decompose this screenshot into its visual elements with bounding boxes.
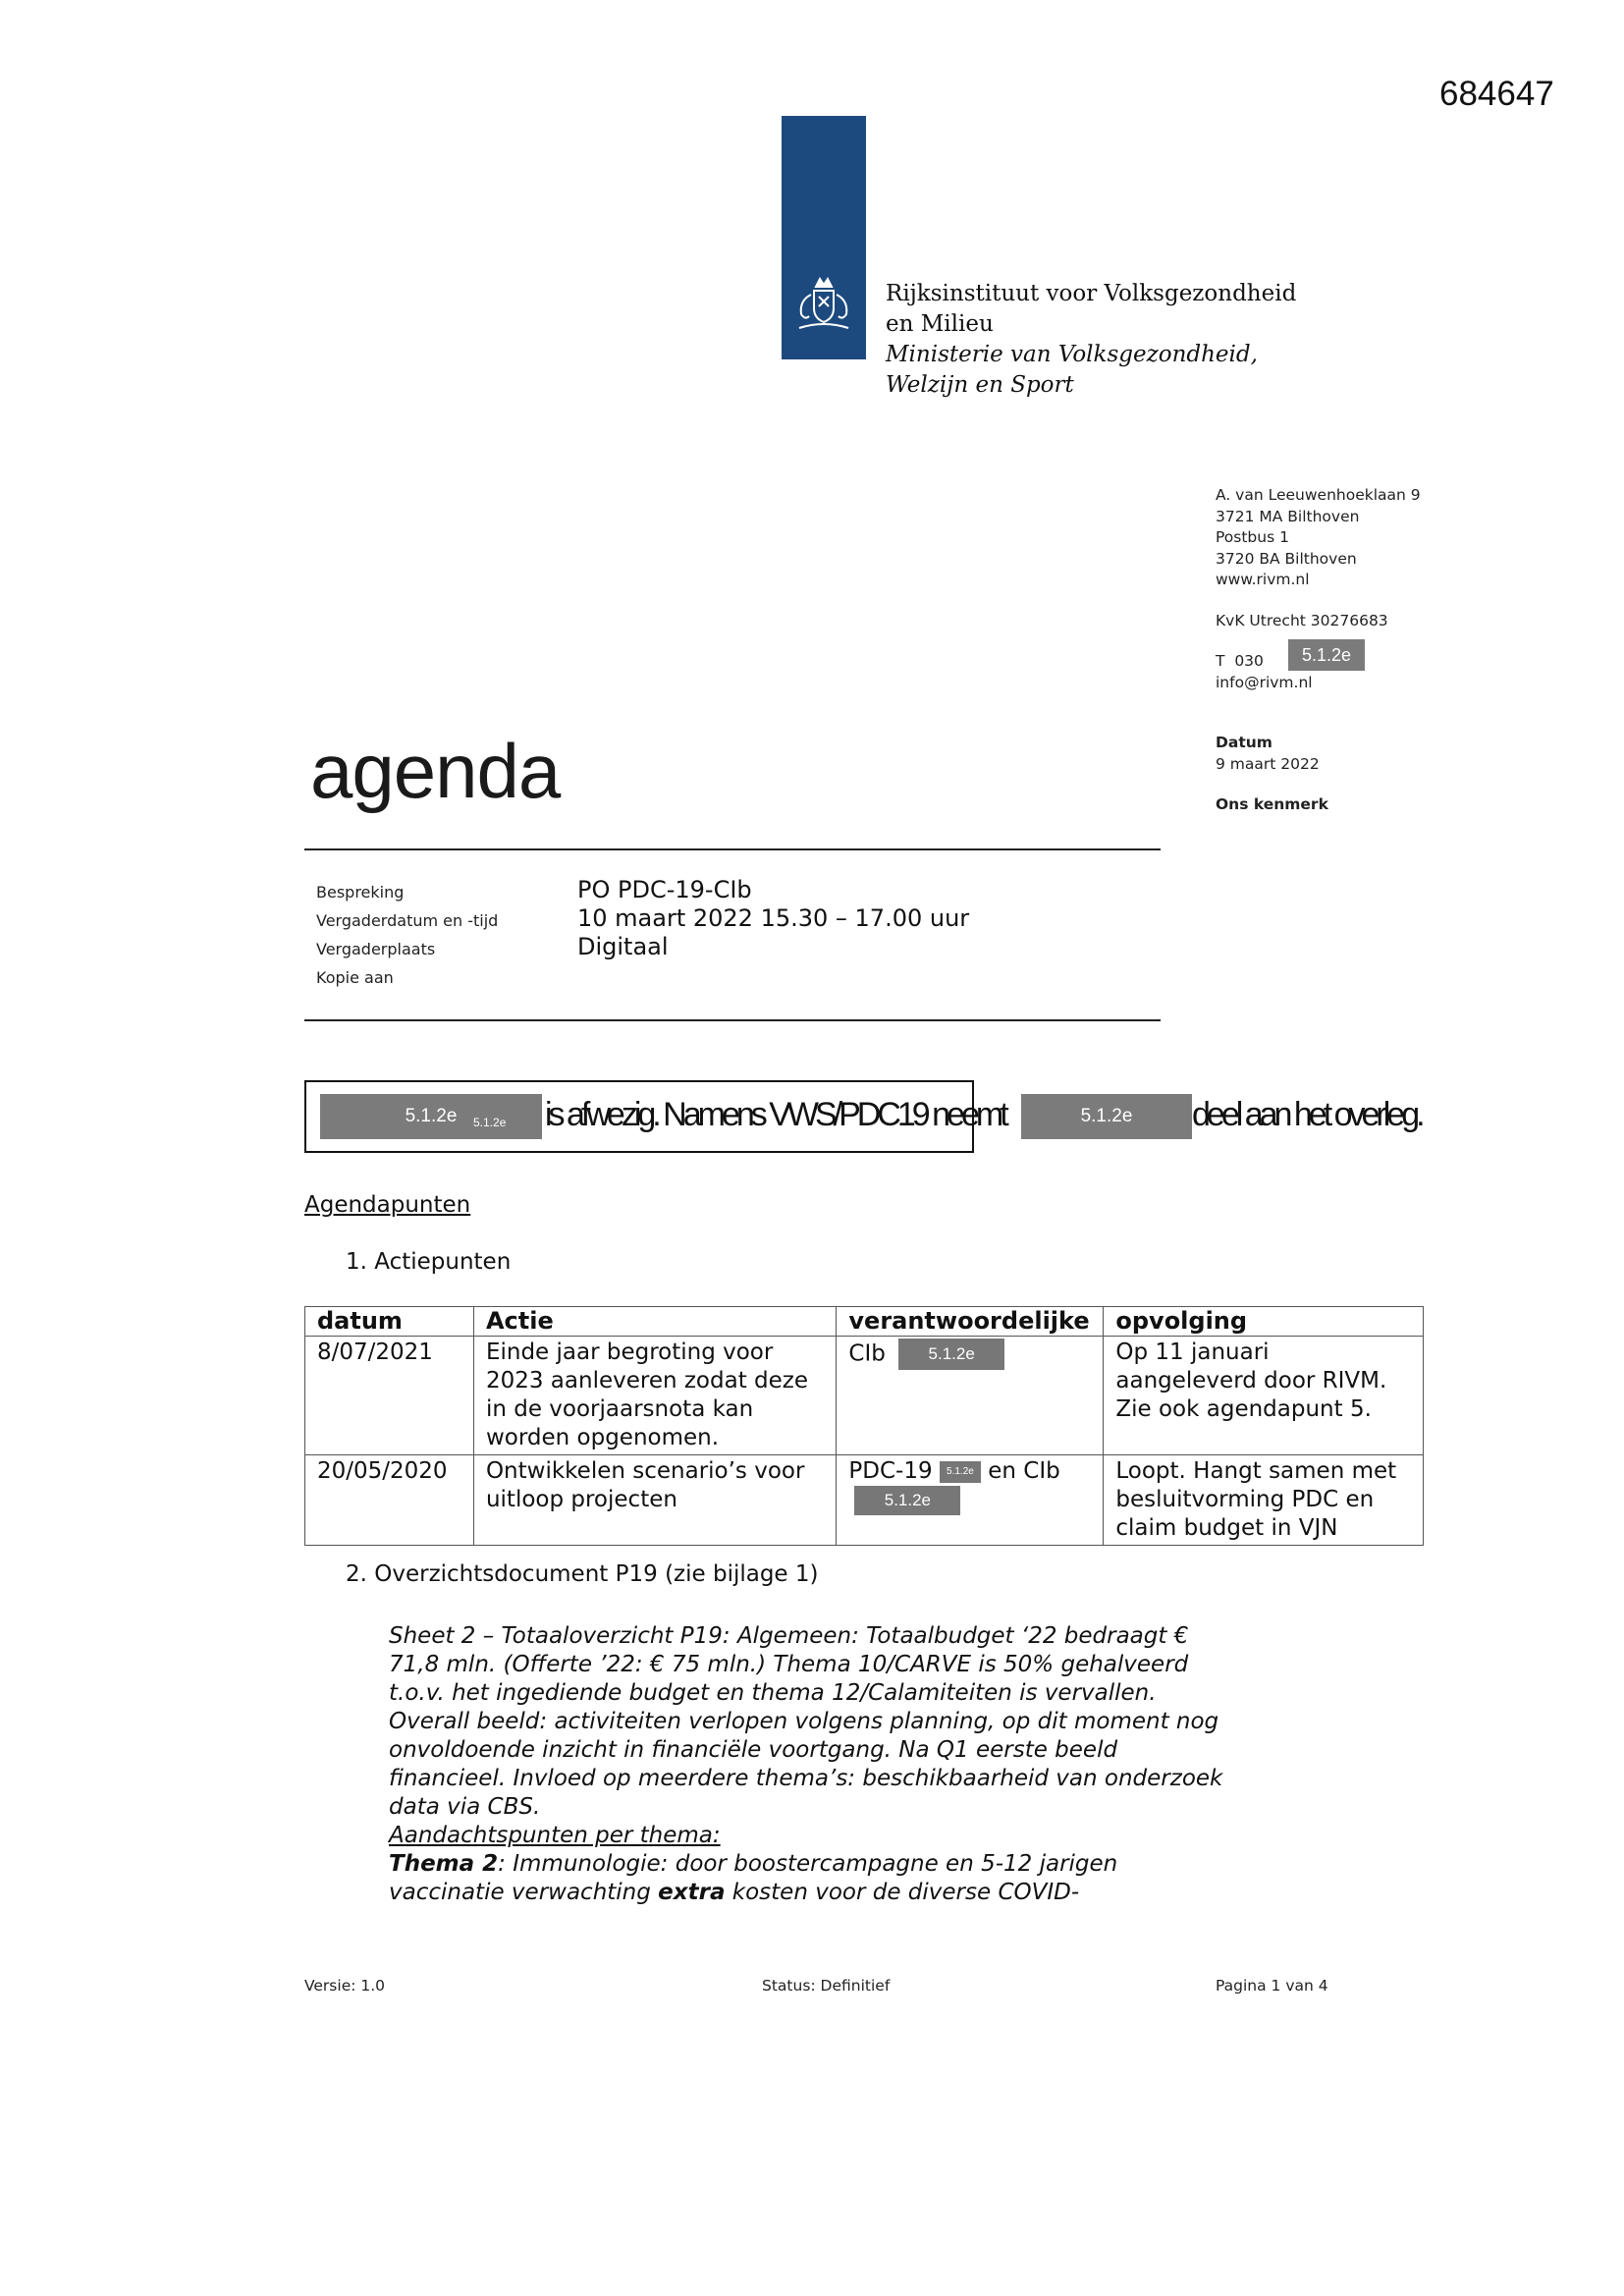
column-header: Actie: [473, 1307, 836, 1337]
cell-responsible: [837, 1455, 1104, 1546]
table-header-row: [305, 1307, 1424, 1337]
action-table: [304, 1306, 1424, 1546]
notice-text: is afwezig. Namens VWS/PDC19 neemt: [545, 1096, 1005, 1133]
cell-action: Ontwikkelen scenario’s voor uitloop projecten: [473, 1455, 836, 1546]
cell-action: Einde jaar begroting voor 2023 aanleveren zodat deze in de voorjaarsnota kan worden opgenomen.: [473, 1337, 836, 1455]
redaction-small: 5.1.2e: [940, 1461, 981, 1483]
phone-redaction: 5.1.2e: [1288, 639, 1365, 671]
divider: [304, 1019, 1161, 1021]
footer-version: Versie: 1.0: [304, 1977, 386, 1995]
meeting-label: Vergaderplaats: [316, 940, 436, 958]
email: info@rivm.nl: [1216, 673, 1313, 691]
cell-followup: Loopt. Hangt samen met besluitvorming PDC en claim budget in VJN: [1104, 1455, 1424, 1546]
meeting-value: Digitaal: [577, 933, 669, 960]
paragraph-text: Sheet 2 – Totaaloverzicht P19: Algemeen: Totaalbudget ‘22 bedraagt € 71,8 mln. (Offerte ’22: € 75 mln.) Thema 10/CARVE is 50% gehalveerd t.o.v. het ingediende budget en thema 12/Calamiteiten is vervallen. Overall beeld: activiteiten verlopen volgens planning, op dit moment nog onvoldoende inzicht in financiële voortgang. Na Q1 eerste beeld financieel. Invloed op meerdere thema’s: beschikbaarheid van onderzoek data via CBS.: [389, 1623, 1223, 1820]
sender-sidebar: [1216, 485, 1421, 816]
footer-status: Status: Definitief: [762, 1977, 891, 1995]
org-line-4: Welzijn en Sport: [886, 372, 1074, 398]
thema-bold: extra: [658, 1880, 726, 1905]
org-line-3: Ministerie van Volksgezondheid,: [886, 342, 1258, 367]
meeting-value: 10 maart 2022 15.30 – 17.00 uur: [577, 904, 970, 932]
table-row: [305, 1455, 1424, 1546]
divider: [304, 848, 1161, 850]
redaction-block: 5.1.2e: [1021, 1094, 1192, 1139]
column-header: opvolging: [1104, 1307, 1424, 1337]
column-header: verantwoordelijke: [837, 1307, 1104, 1337]
section-heading: Agendapunten: [304, 1192, 471, 1218]
agenda-item: 1. Actiepunten: [346, 1249, 512, 1275]
reference-label: Ons kenmerk: [1216, 795, 1328, 813]
cell-responsible: [837, 1337, 1104, 1455]
redaction-block: 5.1.2e: [320, 1094, 542, 1139]
column-header: datum: [305, 1307, 474, 1337]
thema-label: Thema 2: [389, 1851, 499, 1877]
coat-of-arms-icon: [789, 273, 858, 338]
thema-text-1: : Immunologie: door boostercampagne en 5-12 jarigen vaccinatie verwachting: [389, 1851, 1118, 1905]
meeting-label: Vergaderdatum en -tijd: [316, 911, 499, 930]
kvk-number: KvK Utrecht 30276683: [1216, 611, 1388, 629]
notice-text: deel aan het overleg.: [1192, 1096, 1422, 1133]
meeting-label: Bespreking: [316, 883, 405, 902]
page-title: agenda: [310, 728, 561, 814]
table-row: [305, 1337, 1424, 1455]
address-line: Postbus 1: [1216, 528, 1289, 546]
phone-prefix: T 030: [1216, 652, 1264, 670]
redaction-block: 5.1.2e: [854, 1486, 960, 1515]
phone-line: [1216, 645, 1421, 673]
responsible-text: PDC-19: [848, 1458, 933, 1484]
website: www.rivm.nl: [1216, 571, 1310, 588]
redaction-small: 5.1.2e: [473, 1116, 507, 1129]
address-line: 3721 MA Bilthoven: [1216, 507, 1360, 525]
cell-followup: Op 11 januari aangeleverd door RIVM. Zie ook agendapunt 5.: [1104, 1337, 1424, 1455]
organization-name: [886, 279, 1296, 401]
thema-text-2: kosten voor de diverse COVID-: [725, 1880, 1080, 1905]
date-value: 9 maart 2022: [1216, 754, 1320, 773]
meeting-value: PO PDC-19-CIb: [577, 876, 752, 903]
redaction-block: 5.1.2e: [898, 1339, 1004, 1370]
meeting-values: [577, 876, 969, 961]
meeting-labels: [316, 878, 498, 992]
org-line-1: Rijksinstituut voor Volksgezondheid: [886, 281, 1297, 306]
subheading: Aandachtspunten per thema:: [389, 1823, 721, 1848]
footer-page: Pagina 1 van 4: [1216, 1977, 1328, 1995]
cell-date: 8/07/2021: [305, 1337, 474, 1455]
meeting-label: Kopie aan: [316, 968, 394, 987]
responsible-text: CIb: [848, 1340, 886, 1367]
agenda-item: 2. Overzichtsdocument P19 (zie bijlage 1): [346, 1561, 819, 1587]
address-line: A. van Leeuwenhoeklaan 9: [1216, 486, 1421, 504]
responsible-text: en CIb: [988, 1458, 1060, 1484]
document-number: 684647: [1439, 75, 1554, 113]
address-line: 3720 BA Bilthoven: [1216, 549, 1357, 568]
org-line-2: en Milieu: [886, 311, 994, 337]
sheet-paragraph: [389, 1622, 1233, 1907]
cell-date: 20/05/2020: [305, 1455, 474, 1546]
thema-text: [389, 1850, 1233, 1907]
date-label: Datum: [1216, 734, 1272, 751]
